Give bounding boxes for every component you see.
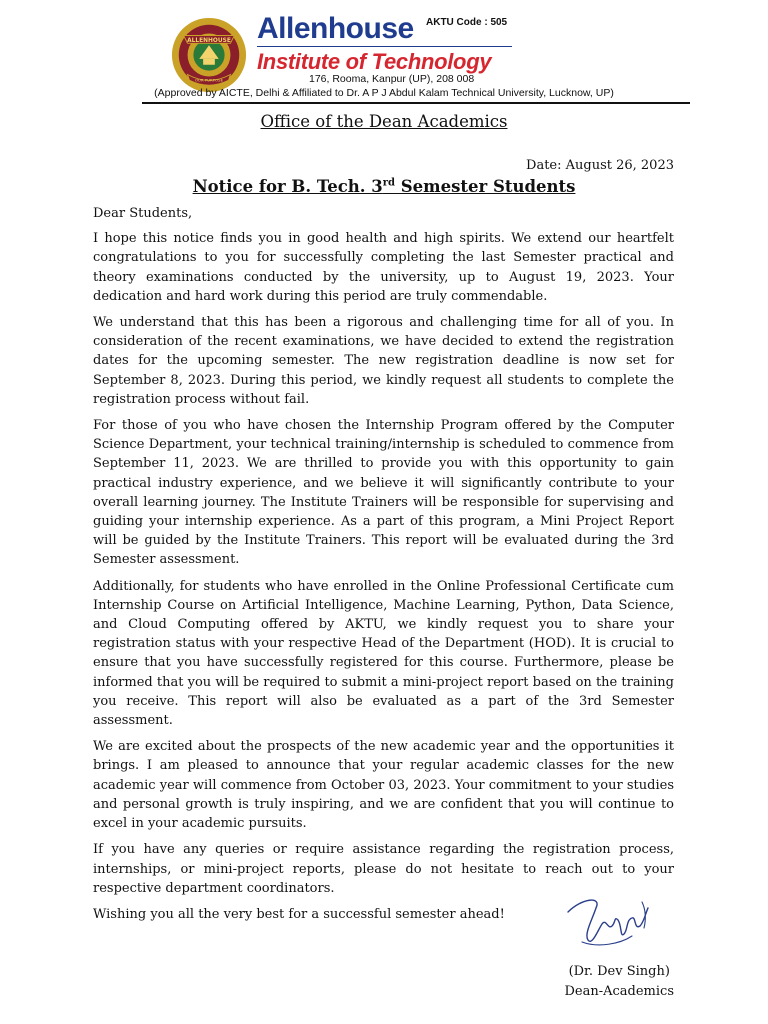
- logo-text: ALLENHOUSE: [187, 37, 231, 44]
- notice-date: Date: August 26, 2023: [526, 158, 674, 173]
- paragraph-academic-year: We are excited about the prospects of the new academic year and the opportunities it brings. I am pleased to announce that your regular academic classes for the new academic year will commence from October 03, 2023. Your commitment to your studies and personal growth is truly inspiring, and we are confident that you will continue to excel in your academic pursuits.: [93, 739, 674, 832]
- institute-name: Allenhouse: [257, 12, 414, 45]
- signatory-block: [564, 962, 674, 1001]
- approval-line: (Approved by AICTE, Delhi & Affiliated to Dr. A P J Abdul Kalam Technical University, Lucknow, UP): [154, 87, 614, 99]
- paragraph-queries: If you have any queries or require assistance regarding the registration process, internships, or mini-project reports, please do not hesitate to reach out to your respective department coordinators.: [93, 842, 674, 896]
- paragraph-registration: We understand that this has been a rigorous and challenging time for all of you. In consideration of the recent examinations, we have decided to extend the registration dates for the upcoming semester. The new registration deadline is now set for September 8, 2023. During this period, we kindly request all students to complete the registration process without fail.: [93, 315, 674, 407]
- header-blue-rule: [257, 46, 512, 47]
- institute-address: 176, Rooma, Kanpur (UP), 208 008: [309, 73, 475, 85]
- office-heading: Office of the Dean Academics: [260, 112, 508, 131]
- salutation: Dear Students,: [93, 206, 193, 221]
- aktu-code: AKTU Code : 505: [426, 17, 508, 28]
- notice-body: [93, 204, 674, 931]
- institute-logo: [170, 16, 248, 94]
- letterhead: [0, 0, 768, 110]
- institute-subtitle: Institute of Technology: [257, 49, 492, 74]
- signatory-name: (Dr. Dev Singh): [568, 964, 670, 979]
- paragraph-congratulations: I hope this notice finds you in good health and high spirits. We extend our heartfelt congratulations to you for successfully completing the last Semester practical and theory examinations conducted by the university, up to August 19, 2023. Your dedication and hard work during this period are truly commendable.: [93, 231, 674, 304]
- notice-title-pre: Notice for B. Tech. 3: [192, 177, 383, 196]
- paragraph-internship: For those of you who have chosen the Internship Program offered by the Computer Science Department, your technical training/internship is scheduled to commence from September 11, 2023. We are thrilled to provide you with this opportunity to gain practical industry experience, and we believe it will significantly contribute to your overall learning journey. The Institute Trainers will be responsible for supervising and guiding your internship experience. As a part of this program, a Mini Project Report will be guided by the Institute Trainers. This report will be evaluated during the 3rd Semester assessment.: [93, 418, 674, 568]
- paragraph-online-course: Additionally, for students who have enrolled in the Online Professional Certificate cum Internship Course on Artificial Intelligence, Machine Learning, Python, Data Science, and Cloud Computing offered by AKTU, we kindly request you to share your registration status with your respective Head of the Department (HOD). It is crucial to ensure that you have successfully registered for this course. Furthermore, please be informed that you will be required to submit a mini-project report based on the training you receive. This report will also be evaluated as a part of the 3rd Semester assessment.: [93, 578, 674, 729]
- notice-title: [0, 177, 768, 196]
- logo-motto: OUR PURPOSE: [194, 77, 224, 83]
- notice-title-post: Semester Students: [394, 177, 576, 196]
- handwritten-signature-icon: [562, 890, 662, 950]
- notice-title-sup: rd: [382, 177, 395, 189]
- paragraph-wishes: Wishing you all the very best for a successful semester ahead!: [93, 906, 505, 922]
- header-divider: [142, 102, 690, 104]
- signatory-designation: Dean-Academics: [564, 983, 674, 999]
